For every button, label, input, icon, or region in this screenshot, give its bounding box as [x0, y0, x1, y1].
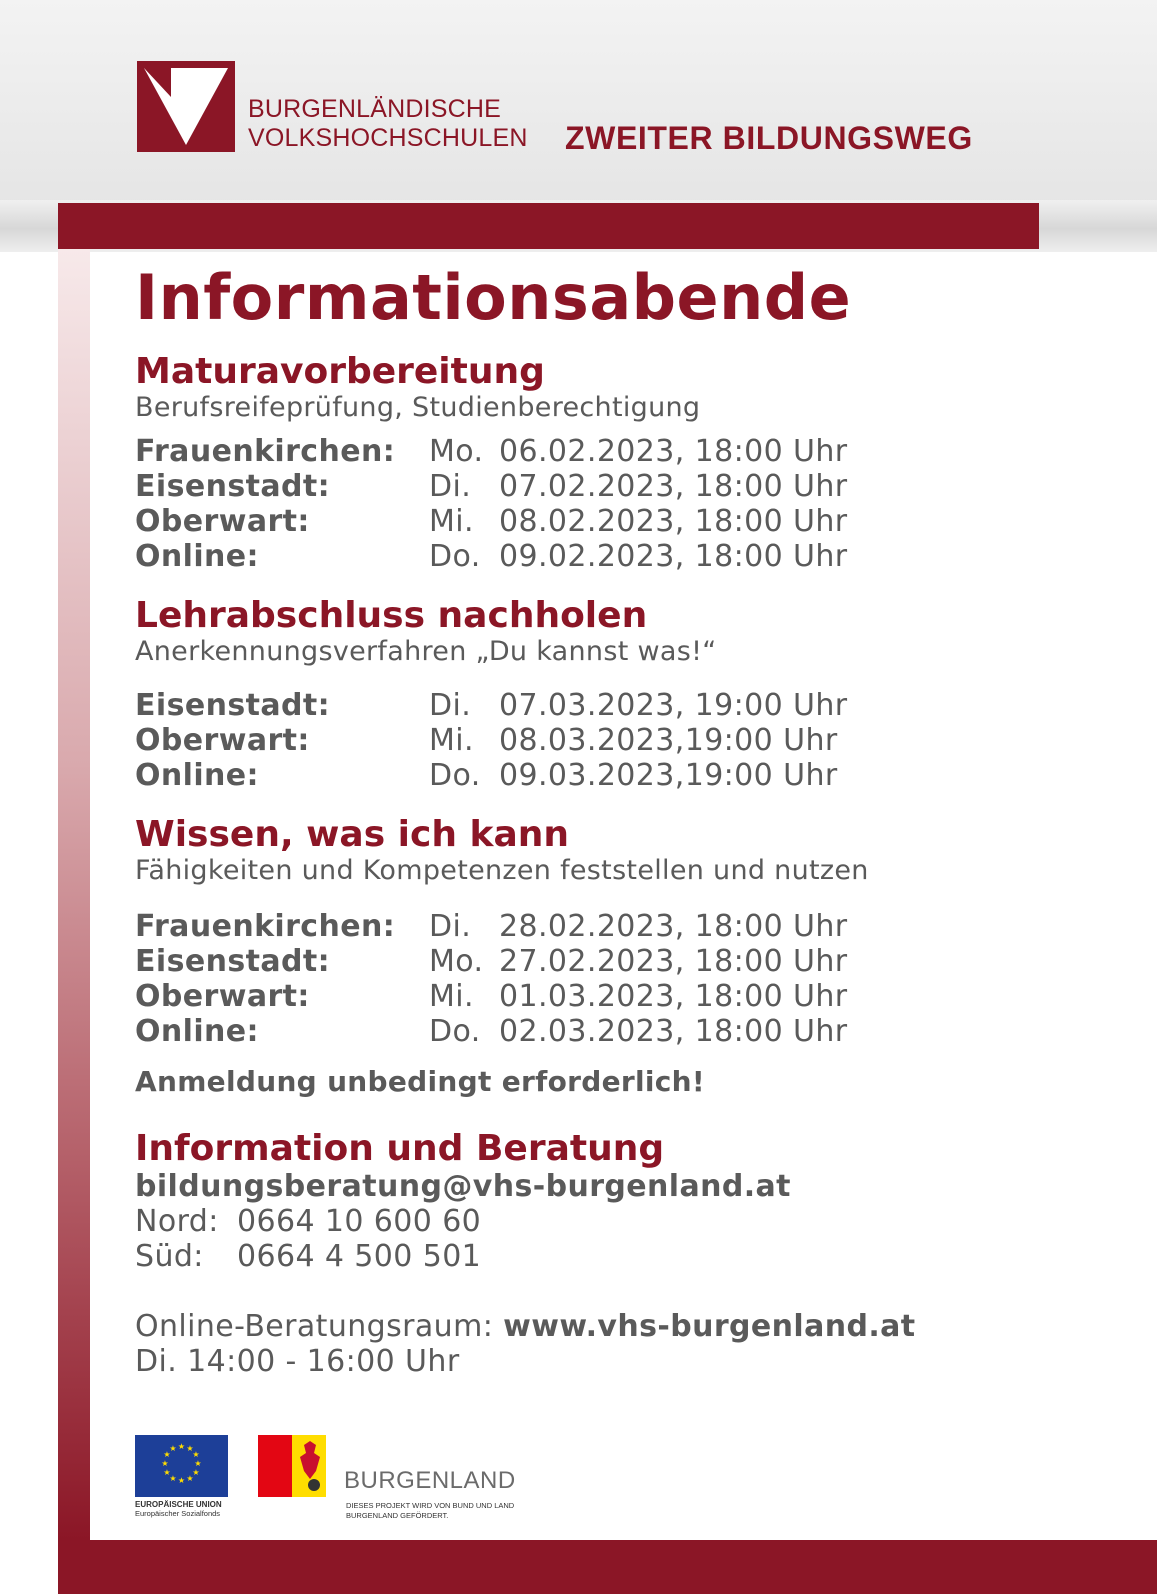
nord-phone[interactable]: 0664 10 600 60 [237, 1204, 482, 1239]
row-day: Di. [429, 469, 472, 504]
svg-text:★: ★ [177, 1476, 186, 1485]
logo-line-1: BURGENLÄNDISCHE [248, 95, 502, 123]
contact-sued [135, 1239, 1135, 1274]
section-wissen [135, 815, 1135, 1049]
row-day: Di. [429, 909, 472, 944]
section-subtitle: Fähigkeiten und Kompetenzen feststellen und nutzen [135, 855, 869, 886]
schedule-row [135, 539, 1135, 574]
row-datetime: 09.02.2023, 18:00 Uhr [499, 539, 848, 574]
row-datetime: 08.03.2023,19:00 Uhr [499, 723, 838, 758]
schedule-row [135, 1014, 1135, 1049]
page-title: Informationsabende [135, 261, 852, 334]
row-datetime: 06.02.2023, 18:00 Uhr [499, 434, 848, 469]
schedule-row [135, 434, 1135, 469]
section-title: Wissen, was ich kann [135, 814, 570, 855]
logo-line-2: VOLKSHOCHSCHULEN [248, 124, 528, 152]
section-maturavorbereitung [135, 352, 1135, 574]
row-datetime: 08.02.2023, 18:00 Uhr [499, 504, 848, 539]
row-datetime: 01.03.2023, 18:00 Uhr [499, 979, 848, 1014]
svg-text:★: ★ [169, 1474, 177, 1483]
row-day: Di. [429, 688, 472, 723]
svg-text:★: ★ [161, 1459, 169, 1468]
bottom-red-bar [58, 1540, 1157, 1594]
row-datetime: 07.03.2023, 19:00 Uhr [499, 688, 848, 723]
svg-text:★: ★ [186, 1474, 194, 1483]
schedule-row [135, 688, 1135, 723]
contact-email[interactable]: bildungsberatung@vhs-burgenland.at [135, 1169, 791, 1204]
consultation-hours: Di. 14:00 - 16:00 Uhr [135, 1344, 460, 1379]
row-location: Online: [135, 1014, 259, 1049]
schedule-row [135, 504, 1135, 539]
svg-text:★: ★ [177, 1442, 186, 1451]
section-lehrabschluss [135, 596, 1135, 793]
svg-text:★: ★ [194, 1459, 202, 1468]
section-subtitle: Berufsreifeprüfung, Studienberechtigung [135, 392, 701, 423]
svg-text:★: ★ [192, 1450, 200, 1459]
row-location: Eisenstadt: [135, 688, 330, 723]
row-location: Online: [135, 539, 259, 574]
sued-label: Süd: [135, 1239, 204, 1274]
schedule-row [135, 944, 1135, 979]
svg-text:★: ★ [163, 1468, 171, 1477]
burgenland-name: BURGENLAND [344, 1467, 516, 1494]
schedule-row [135, 909, 1135, 944]
schedule-row [135, 758, 1135, 793]
row-day: Mi. [429, 504, 474, 539]
section-subtitle: Anerkennungsverfahren „Du kannst was!“ [135, 636, 717, 667]
row-location: Oberwart: [135, 723, 310, 758]
row-location: Eisenstadt: [135, 469, 330, 504]
row-day: Do. [429, 539, 481, 574]
section-title: Maturavorbereitung [135, 351, 545, 392]
contact-nord [135, 1204, 1135, 1239]
row-datetime: 09.03.2023,19:00 Uhr [499, 758, 838, 793]
schedule-row [135, 979, 1135, 1014]
svg-text:★: ★ [163, 1450, 171, 1459]
row-datetime: 07.02.2023, 18:00 Uhr [499, 469, 848, 504]
row-location: Frauenkirchen: [135, 434, 396, 469]
svg-text:★: ★ [169, 1444, 177, 1453]
row-location: Frauenkirchen: [135, 909, 396, 944]
row-day: Mi. [429, 979, 474, 1014]
eu-logo [135, 1435, 230, 1518]
svg-text:★: ★ [192, 1468, 200, 1477]
side-gradient-bar [58, 249, 90, 1540]
main-content [135, 258, 1135, 1379]
row-day: Mo. [429, 434, 484, 469]
online-label: Online-Beratungsraum: [135, 1309, 494, 1344]
online-consultation [135, 1309, 1135, 1344]
row-day: Do. [429, 758, 481, 793]
row-datetime: 27.02.2023, 18:00 Uhr [499, 944, 848, 979]
vhs-logo-text [248, 95, 528, 153]
row-location: Oberwart: [135, 504, 310, 539]
sued-phone[interactable]: 0664 4 500 501 [237, 1239, 482, 1274]
vhs-logo-icon [137, 61, 235, 152]
eu-label: EUROPÄISCHE UNION [135, 1500, 222, 1509]
contact-section [135, 1129, 1135, 1379]
row-location: Oberwart: [135, 979, 310, 1014]
schedule-row [135, 469, 1135, 504]
registration-notice: Anmeldung unbedingt erforderlich! [135, 1065, 705, 1098]
esf-label: Europäischer Sozialfonds [135, 1509, 221, 1518]
schedule-row [135, 723, 1135, 758]
section-title: Lehrabschluss nachholen [135, 595, 648, 636]
row-datetime: 02.03.2023, 18:00 Uhr [499, 1014, 848, 1049]
online-url[interactable]: www.vhs-burgenland.at [503, 1309, 916, 1344]
burgenland-coat-of-arms-icon [258, 1435, 348, 1497]
header-subtitle: ZWEITER BILDUNGSWEG [565, 120, 973, 156]
row-day: Mi. [429, 723, 474, 758]
header-red-bar [58, 203, 1039, 249]
row-day: Mo. [429, 944, 484, 979]
svg-text:★: ★ [186, 1444, 194, 1453]
row-location: Eisenstadt: [135, 944, 330, 979]
nord-label: Nord: [135, 1204, 219, 1239]
row-datetime: 28.02.2023, 18:00 Uhr [499, 909, 848, 944]
contact-title: Information und Beratung [135, 1128, 665, 1169]
row-location: Online: [135, 758, 259, 793]
funding-note: DIESES PROJEKT WIRD VON BUND UND LAND BURGENLAND GEFÖRDERT. [346, 1501, 515, 1520]
eu-flag-icon [135, 1435, 228, 1497]
row-day: Do. [429, 1014, 481, 1049]
